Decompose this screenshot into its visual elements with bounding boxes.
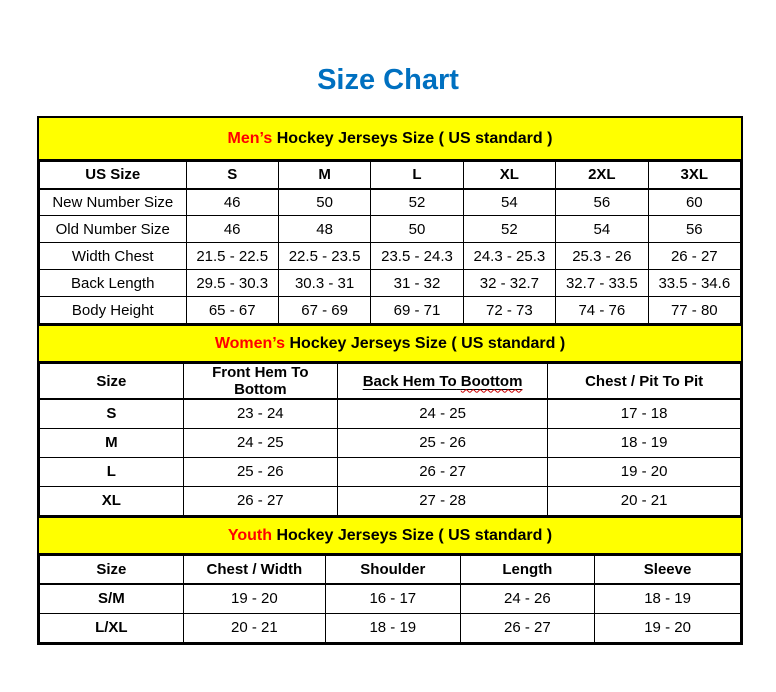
youth-header-row — [40, 555, 741, 584]
value-cell: 54 — [556, 216, 649, 243]
value-cell: 54 — [463, 189, 555, 216]
value-cell: 77 - 80 — [648, 297, 740, 324]
row-label: S — [40, 399, 184, 428]
column-header: US Size — [40, 162, 187, 189]
value-cell: 46 — [186, 189, 278, 216]
value-cell: 56 — [648, 216, 740, 243]
row-label: S/M — [40, 584, 184, 613]
value-cell: 23 - 24 — [183, 399, 337, 428]
column-header: Front Hem To Bottom — [183, 364, 337, 400]
mens-banner-highlight: Men’s — [227, 130, 273, 147]
value-cell: 18 - 19 — [326, 613, 461, 642]
column-header — [337, 364, 547, 400]
value-cell: 26 - 27 — [337, 457, 547, 486]
page-title: Size Chart — [317, 64, 459, 96]
mens-section-banner — [39, 118, 741, 161]
misspelled-word: Boottom — [460, 372, 523, 390]
column-header: Size — [40, 555, 184, 584]
column-header: Sleeve — [595, 555, 741, 584]
value-cell: 25 - 26 — [337, 428, 547, 457]
table-row — [40, 486, 741, 515]
value-cell: 25 - 26 — [183, 457, 337, 486]
value-cell: 23.5 - 24.3 — [371, 243, 463, 270]
value-cell: 65 - 67 — [186, 297, 278, 324]
youth-section-banner — [39, 516, 741, 555]
value-cell: 20 - 21 — [183, 613, 325, 642]
value-cell: 72 - 73 — [463, 297, 555, 324]
value-cell: 26 - 27 — [183, 486, 337, 515]
youth-size-table — [39, 555, 741, 643]
column-header: 2XL — [556, 162, 649, 189]
table-row — [40, 613, 741, 642]
value-cell: 24 - 25 — [183, 428, 337, 457]
womens-size-table — [39, 363, 741, 516]
column-header: Shoulder — [326, 555, 461, 584]
table-row — [40, 270, 741, 297]
value-cell: 33.5 - 34.6 — [648, 270, 740, 297]
value-cell: 19 - 20 — [183, 584, 325, 613]
column-header: XL — [463, 162, 555, 189]
youth-banner-text: Hockey Jerseys Size ( US standard ) — [276, 526, 553, 544]
value-cell: 52 — [371, 189, 463, 216]
table-row — [40, 297, 741, 324]
value-cell: 46 — [186, 216, 278, 243]
womens-header-row — [40, 364, 741, 400]
table-row — [40, 584, 741, 613]
table-row — [40, 243, 741, 270]
column-header: Length — [460, 555, 595, 584]
mens-size-table — [39, 161, 741, 324]
womens-section-banner — [39, 324, 741, 363]
value-cell: 17 - 18 — [548, 399, 741, 428]
column-header: Chest / Width — [183, 555, 325, 584]
value-cell: 27 - 28 — [337, 486, 547, 515]
youth-banner-highlight: Youth — [227, 526, 272, 544]
value-cell: 30.3 - 31 — [278, 270, 370, 297]
table-row — [40, 216, 741, 243]
row-label: New Number Size — [40, 189, 187, 216]
row-label: Back Length — [40, 270, 187, 297]
value-cell: 67 - 69 — [278, 297, 370, 324]
womens-banner-highlight: Women’s — [214, 335, 286, 352]
value-cell: 24 - 25 — [337, 399, 547, 428]
value-cell: 52 — [463, 216, 555, 243]
value-cell: 50 — [278, 189, 370, 216]
value-cell: 31 - 32 — [371, 270, 463, 297]
underlined-header: Back Hem To Boottom — [362, 372, 523, 390]
column-header: M — [278, 162, 370, 189]
row-label: L/XL — [40, 613, 184, 642]
value-cell: 26 - 27 — [460, 613, 595, 642]
value-cell: 32 - 32.7 — [463, 270, 555, 297]
column-header: 3XL — [648, 162, 740, 189]
row-label: Body Height — [40, 297, 187, 324]
value-cell: 26 - 27 — [648, 243, 740, 270]
table-row — [40, 189, 741, 216]
row-label: XL — [40, 486, 184, 515]
table-row — [40, 399, 741, 428]
row-label: Old Number Size — [40, 216, 187, 243]
value-cell: 32.7 - 33.5 — [556, 270, 649, 297]
value-cell: 22.5 - 23.5 — [278, 243, 370, 270]
value-cell: 18 - 19 — [548, 428, 741, 457]
value-cell: 48 — [278, 216, 370, 243]
column-header: Chest / Pit To Pit — [548, 364, 741, 400]
row-label: M — [40, 428, 184, 457]
value-cell: 24 - 26 — [460, 584, 595, 613]
mens-banner-text: Hockey Jerseys Size ( US standard ) — [276, 130, 553, 147]
value-cell: 19 - 20 — [595, 613, 741, 642]
value-cell: 50 — [371, 216, 463, 243]
value-cell: 74 - 76 — [556, 297, 649, 324]
column-header: L — [371, 162, 463, 189]
table-row — [40, 428, 741, 457]
table-row — [40, 457, 741, 486]
value-cell: 24.3 - 25.3 — [463, 243, 555, 270]
value-cell: 69 - 71 — [371, 297, 463, 324]
value-cell: 18 - 19 — [595, 584, 741, 613]
value-cell: 20 - 21 — [548, 486, 741, 515]
row-label: Width Chest — [40, 243, 187, 270]
row-label: L — [40, 457, 184, 486]
value-cell: 16 - 17 — [326, 584, 461, 613]
mens-header-row — [40, 162, 741, 189]
womens-banner-text: Hockey Jerseys Size ( US standard ) — [289, 335, 566, 352]
size-chart-container — [37, 116, 743, 645]
value-cell: 56 — [556, 189, 649, 216]
value-cell: 25.3 - 26 — [556, 243, 649, 270]
value-cell: 60 — [648, 189, 740, 216]
value-cell: 21.5 - 22.5 — [186, 243, 278, 270]
column-header: Size — [40, 364, 184, 400]
column-header: S — [186, 162, 278, 189]
value-cell: 19 - 20 — [548, 457, 741, 486]
value-cell: 29.5 - 30.3 — [186, 270, 278, 297]
